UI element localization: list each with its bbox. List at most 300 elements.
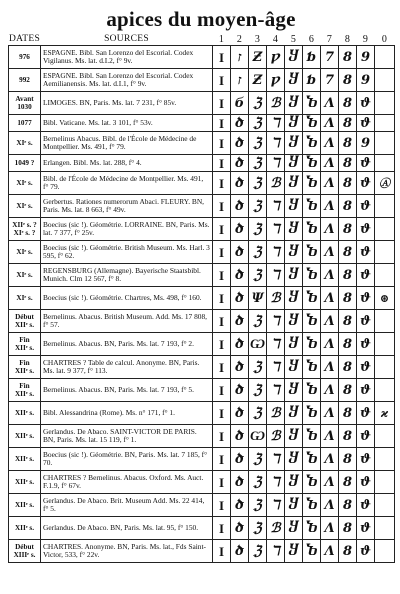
row-source: Gerbertus. Rationes numerorum Abaci. FLEURY. BN, Paris. Ms. lat. 8 663, f° 49v. — [41, 195, 213, 218]
apex-glyph — [375, 92, 395, 115]
apex-glyph: Λ — [321, 218, 339, 241]
apex-glyph: I — [213, 155, 231, 172]
apex-glyph: Ⴘ — [285, 195, 303, 218]
apex-glyph: 9 — [357, 46, 375, 69]
apex-glyph: ծ — [231, 241, 249, 264]
apex-glyph: Ⴘ — [285, 379, 303, 402]
apex-glyph: Λ — [321, 172, 339, 195]
apex-glyph: 8 — [339, 132, 357, 155]
apex-glyph: ℸ — [267, 241, 285, 264]
apex-glyph: I — [213, 195, 231, 218]
apex-glyph: ϑ — [357, 517, 375, 540]
apex-glyph: ℨ — [249, 264, 267, 287]
header-digit: 8 — [344, 34, 351, 45]
apex-glyph: ℨ — [249, 356, 267, 379]
row-date: XIᵉ s. — [9, 264, 41, 287]
header-digit: 0 — [381, 34, 388, 45]
apex-glyph: ℸ — [267, 356, 285, 379]
table-row — [9, 287, 395, 310]
row-date: XIᵉ s. — [9, 172, 41, 195]
apex-glyph: ծ — [231, 287, 249, 310]
table-row — [9, 356, 395, 379]
apex-glyph: Ⴘ — [285, 471, 303, 494]
apex-glyph — [375, 448, 395, 471]
apex-glyph: ℸ — [267, 115, 285, 132]
apex-glyph: Ⴆ — [303, 517, 321, 540]
apex-glyph: ℨ — [249, 540, 267, 563]
apex-glyph: Λ — [321, 517, 339, 540]
header-digit: 5 — [290, 34, 297, 45]
table-row — [9, 195, 395, 218]
apex-glyph: 8 — [339, 69, 357, 92]
apex-glyph: ծ — [231, 172, 249, 195]
apex-glyph: Ⴆ — [303, 379, 321, 402]
row-date: XIIᵉ s. — [9, 494, 41, 517]
table-row — [9, 333, 395, 356]
row-date: XIᵉ s. — [9, 241, 41, 264]
apex-glyph: ℨ — [249, 195, 267, 218]
table-row — [9, 517, 395, 540]
header-digit: 2 — [236, 34, 243, 45]
table-row — [9, 402, 395, 425]
apex-glyph: ℨ — [249, 402, 267, 425]
apex-glyph: ծ — [231, 379, 249, 402]
apex-glyph: Ⴆ — [303, 115, 321, 132]
apex-glyph: Λ — [321, 155, 339, 172]
apex-glyph: Ⴘ — [285, 92, 303, 115]
apex-glyph: Ѡ — [249, 425, 267, 448]
apex-glyph: ծ — [231, 448, 249, 471]
apex-glyph: ծ — [231, 540, 249, 563]
apex-glyph: Ⴘ — [285, 333, 303, 356]
row-date: Début XIIIᵉ s. — [9, 540, 41, 563]
apex-glyph: Ⴆ — [303, 494, 321, 517]
apex-glyph: Λ — [321, 310, 339, 333]
apex-glyph: I — [213, 425, 231, 448]
apex-glyph: ℬ — [267, 425, 285, 448]
apex-glyph: I — [213, 115, 231, 132]
apex-glyph: ϑ — [357, 425, 375, 448]
apex-glyph — [375, 69, 395, 92]
apex-glyph: Λ — [321, 425, 339, 448]
apex-glyph: ℨ — [249, 241, 267, 264]
apex-glyph: ℨ — [249, 448, 267, 471]
table-body — [9, 46, 395, 563]
row-source: Boecius (sic !). Géométrie. British Museum. Ms. Harl. 3 595, f° 62. — [41, 241, 213, 264]
apex-glyph: Ⴘ — [285, 155, 303, 172]
apex-glyph: Ⴆ — [303, 241, 321, 264]
apex-glyph: 7 — [321, 69, 339, 92]
apex-glyph: Ⴆ — [303, 172, 321, 195]
apex-glyph: ז — [231, 69, 249, 92]
table-row — [9, 310, 395, 333]
row-source: Bernelinus. Abacus. BN, Paris. Ms. lat. 7 193, f° 5. — [41, 379, 213, 402]
apex-glyph: 8 — [339, 333, 357, 356]
apex-glyph: Ⴆ — [303, 132, 321, 155]
apex-glyph: 8 — [339, 287, 357, 310]
apex-glyph: Λ — [321, 92, 339, 115]
apex-glyph: I — [213, 540, 231, 563]
apex-glyph: Λ — [321, 287, 339, 310]
apex-glyph: ծ — [231, 264, 249, 287]
apex-glyph: Ⴘ — [285, 517, 303, 540]
apex-glyph: 8 — [339, 92, 357, 115]
apex-glyph: ℨ — [249, 115, 267, 132]
apex-glyph: ϑ — [357, 115, 375, 132]
apex-glyph: ծ — [231, 494, 249, 517]
row-date: Fin XIIᵉ s. — [9, 333, 41, 356]
apex-glyph: 8 — [339, 402, 357, 425]
apex-glyph: ƅ — [303, 69, 321, 92]
apex-glyph — [375, 471, 395, 494]
apex-glyph: I — [213, 356, 231, 379]
apex-glyph: Λ — [321, 115, 339, 132]
apex-glyph: ϰ — [375, 402, 395, 425]
apex-glyph: ϑ — [357, 310, 375, 333]
apex-glyph: 8 — [339, 155, 357, 172]
apex-glyph: I — [213, 471, 231, 494]
row-source: CHARTRES ? Bernelinus. Abacus. Oxford. Ms. Auct. F.1.9, f° 67v. — [41, 471, 213, 494]
apex-glyph: 9 — [357, 69, 375, 92]
apex-glyph — [375, 517, 395, 540]
apex-glyph: ϑ — [357, 379, 375, 402]
apex-glyph: Ⴆ — [303, 425, 321, 448]
apex-glyph: ℨ — [249, 218, 267, 241]
apex-glyph — [375, 333, 395, 356]
apex-glyph: Ⴆ — [303, 92, 321, 115]
table-row — [9, 132, 395, 155]
apex-glyph: ℸ — [267, 448, 285, 471]
apex-glyph: ℨ — [249, 172, 267, 195]
apex-glyph: Λ — [321, 379, 339, 402]
apex-glyph: I — [213, 333, 231, 356]
apex-glyph: ϑ — [357, 402, 375, 425]
table-row — [9, 46, 395, 69]
row-source: Bibl. Vaticane. Ms. lat. 3 101, f° 53v. — [41, 115, 213, 132]
apex-glyph: ϑ — [357, 356, 375, 379]
row-source: Bibl. de l'École de Médecine de Montpellier. Ms. 491, f° 79. — [41, 172, 213, 195]
apex-glyph: Λ — [321, 402, 339, 425]
apex-glyph: Ⴘ — [285, 46, 303, 69]
apex-glyph: 8 — [339, 425, 357, 448]
apex-glyph: Ⴆ — [303, 471, 321, 494]
header-digit: 7 — [326, 34, 333, 45]
row-source: Boecius (sic !). Géométrie. LORRAINE. BN, Paris. Ms. lat. 7 377, f° 25v. — [41, 218, 213, 241]
apex-glyph: Ⴆ — [303, 218, 321, 241]
row-source: Bernelinus. Abacus. British Museum. Add. Ms. 17 808, f° 57. — [41, 310, 213, 333]
apex-glyph: 8 — [339, 218, 357, 241]
apex-glyph — [375, 310, 395, 333]
apices-table — [8, 34, 395, 563]
row-source: CHARTRES. Anonyme. BN, Paris. Ms. lat., Fds Saint-Victor, 533, f° 22v. — [41, 540, 213, 563]
row-source: Bernelinus Abacus. Bibl. de l'École de Médecine de Montpellier. Ms. 491, f° 79. — [41, 132, 213, 155]
apex-glyph — [375, 379, 395, 402]
apex-glyph: ז — [231, 46, 249, 69]
apex-glyph: ϑ — [357, 264, 375, 287]
apex-glyph: Ѡ — [249, 333, 267, 356]
row-date: XIIᵉ s. — [9, 448, 41, 471]
apex-glyph: ℸ — [267, 264, 285, 287]
apex-glyph: Λ — [321, 132, 339, 155]
row-source: Gerlandus. De Abaco. Brit. Museum Add. Ms. 22 414, f° 5. — [41, 494, 213, 517]
table-row — [9, 494, 395, 517]
apex-glyph: I — [213, 92, 231, 115]
apex-glyph: ծ — [231, 356, 249, 379]
row-source: Gerlandus. De Abaco. BN, Paris. Ms. lat. 95, f° 150. — [41, 517, 213, 540]
apex-glyph: Λ — [321, 494, 339, 517]
apex-glyph: Λ — [321, 264, 339, 287]
apex-glyph: ƿ — [267, 46, 285, 69]
apex-glyph: Ⴘ — [285, 287, 303, 310]
apex-glyph: Λ — [321, 195, 339, 218]
row-date: XIᵉ s. — [9, 195, 41, 218]
apex-glyph: ℬ — [267, 402, 285, 425]
apex-glyph: I — [213, 264, 231, 287]
row-date: 976 — [9, 46, 41, 69]
apex-glyph: ℸ — [267, 132, 285, 155]
apex-glyph: ℬ — [267, 172, 285, 195]
apex-glyph: I — [213, 517, 231, 540]
row-date: Fin XIIᵉ s. — [9, 379, 41, 402]
apex-glyph: ϑ — [357, 287, 375, 310]
row-source: Boecius (sic !). Géométrie. Chartres, Ms. 498, f° 160. — [41, 287, 213, 310]
row-date: 992 — [9, 69, 41, 92]
apex-glyph: ℸ — [267, 494, 285, 517]
apex-glyph: ℸ — [267, 218, 285, 241]
apex-glyph: ℨ — [249, 517, 267, 540]
apex-glyph: ℨ — [249, 310, 267, 333]
apex-glyph: 8 — [339, 115, 357, 132]
row-date: Fin XIIᵉ s. — [9, 356, 41, 379]
apex-glyph: 8 — [339, 540, 357, 563]
apex-glyph: Ⴘ — [285, 448, 303, 471]
row-date: 1049 ? — [9, 155, 41, 172]
apex-glyph — [375, 46, 395, 69]
apex-glyph: ծ — [231, 517, 249, 540]
apex-glyph: ծ — [231, 115, 249, 132]
apex-glyph: ℬ — [267, 517, 285, 540]
table-row — [9, 471, 395, 494]
apex-glyph: 8 — [339, 471, 357, 494]
apex-glyph: Ƶ — [249, 46, 267, 69]
apex-glyph — [375, 494, 395, 517]
apex-glyph: ℨ — [249, 132, 267, 155]
apex-glyph: ℸ — [267, 471, 285, 494]
table-row — [9, 218, 395, 241]
apex-glyph: Ⴆ — [303, 264, 321, 287]
row-date: XIᵉ s. — [9, 287, 41, 310]
apex-glyph: Ⴆ — [303, 540, 321, 563]
apex-glyph: Ⴆ — [303, 333, 321, 356]
apex-glyph: Ⴘ — [285, 132, 303, 155]
header-digit: 4 — [272, 34, 279, 45]
apex-glyph: I — [213, 46, 231, 69]
apex-glyph: I — [213, 402, 231, 425]
row-source: Boecius (sic !). Géométrie. BN, Paris. Ms. lat. 7 185, f° 70. — [41, 448, 213, 471]
apex-glyph: ℸ — [267, 333, 285, 356]
apex-glyph: ℨ — [249, 379, 267, 402]
header-digit: 1 — [218, 34, 225, 45]
apex-glyph: Ⓐ — [375, 172, 395, 195]
apex-glyph: ℸ — [267, 195, 285, 218]
apex-glyph: ℬ — [267, 92, 285, 115]
table-row — [9, 540, 395, 563]
apex-glyph: ƅ — [303, 46, 321, 69]
apex-glyph: Λ — [321, 333, 339, 356]
apex-glyph: Ƶ — [249, 69, 267, 92]
apex-glyph: б — [231, 92, 249, 115]
row-source: CHARTRES ? Table de calcul. Anonyme. BN, Paris. Ms. lat. 9 377, f° 113. — [41, 356, 213, 379]
apex-glyph: Ⴆ — [303, 155, 321, 172]
apex-glyph: Ⴘ — [285, 425, 303, 448]
row-source: LIMOGES. BN, Paris. Ms. lat. 7 231, f° 85v. — [41, 92, 213, 115]
apex-glyph: Ⴘ — [285, 241, 303, 264]
header-row — [9, 34, 395, 46]
apex-glyph: I — [213, 494, 231, 517]
apex-glyph: Ⴘ — [285, 540, 303, 563]
row-date: XIIᵉ s. — [9, 425, 41, 448]
apex-glyph: Λ — [321, 356, 339, 379]
apex-glyph: Λ — [321, 241, 339, 264]
apex-glyph: ծ — [231, 333, 249, 356]
apex-glyph: I — [213, 172, 231, 195]
apex-glyph — [375, 155, 395, 172]
apex-glyph: Ⴘ — [285, 115, 303, 132]
apex-glyph: Λ — [321, 448, 339, 471]
page-title: apices du moyen-âge — [106, 7, 296, 31]
row-date: XIᵉ s. — [9, 132, 41, 155]
apex-glyph — [375, 241, 395, 264]
header-digit: 9 — [362, 34, 369, 45]
apex-glyph: Ⴆ — [303, 287, 321, 310]
apex-glyph — [375, 218, 395, 241]
document-page — [8, 4, 394, 563]
apex-glyph — [375, 195, 395, 218]
apex-glyph — [375, 540, 395, 563]
row-date: 1077 — [9, 115, 41, 132]
apex-glyph: Ψ — [249, 287, 267, 310]
row-source: Erlangen. Bibl. Ms. lat. 288, f° 4. — [41, 155, 213, 172]
apex-glyph: ϑ — [357, 195, 375, 218]
apex-glyph — [375, 425, 395, 448]
table-row — [9, 172, 395, 195]
table-header — [9, 34, 395, 46]
apex-glyph: ϑ — [357, 218, 375, 241]
apex-glyph — [375, 115, 395, 132]
apex-glyph: ծ — [231, 425, 249, 448]
apex-glyph — [375, 356, 395, 379]
apex-glyph: ℸ — [267, 155, 285, 172]
apex-glyph: Λ — [321, 471, 339, 494]
apex-glyph: I — [213, 287, 231, 310]
apex-glyph — [375, 264, 395, 287]
apex-glyph: 8 — [339, 448, 357, 471]
apex-glyph: 9 — [357, 132, 375, 155]
apex-glyph: I — [213, 241, 231, 264]
apex-glyph: ծ — [231, 310, 249, 333]
apex-glyph: Ⴘ — [285, 402, 303, 425]
table-row — [9, 241, 395, 264]
row-date: Début XIIᵉ s. — [9, 310, 41, 333]
apex-glyph: Λ — [321, 540, 339, 563]
apex-glyph: ℨ — [249, 155, 267, 172]
apex-glyph: ծ — [231, 471, 249, 494]
apex-glyph: Ⴆ — [303, 356, 321, 379]
apex-glyph: 8 — [339, 356, 357, 379]
apex-glyph: 8 — [339, 46, 357, 69]
apex-glyph: 8 — [339, 379, 357, 402]
apex-glyph: 8 — [339, 241, 357, 264]
header-dates: DATES — [8, 34, 41, 44]
table-row — [9, 155, 395, 172]
row-source: Gerlandus. De Abaco. SAINT-VICTOR DE PARIS. BN, Paris. Ms. lat. 15 119, f° 1. — [41, 425, 213, 448]
apex-glyph: 7 — [321, 46, 339, 69]
apex-glyph: 8 — [339, 195, 357, 218]
apex-glyph: ℨ — [249, 471, 267, 494]
apex-glyph: 8 — [339, 264, 357, 287]
apex-glyph: ծ — [231, 132, 249, 155]
apex-glyph: ϑ — [357, 333, 375, 356]
apex-glyph: Ⴆ — [303, 402, 321, 425]
apex-glyph: I — [213, 310, 231, 333]
apex-glyph: Ⴆ — [303, 310, 321, 333]
apex-glyph: Ⴘ — [285, 494, 303, 517]
row-date: Avant 1030 — [9, 92, 41, 115]
apex-glyph: 8 — [339, 310, 357, 333]
apex-glyph: ℨ — [249, 494, 267, 517]
apex-glyph: ϑ — [357, 494, 375, 517]
apex-glyph: ϑ — [357, 471, 375, 494]
apex-glyph: ℬ — [267, 287, 285, 310]
apex-glyph: ϑ — [357, 448, 375, 471]
apex-glyph: ℨ — [249, 92, 267, 115]
apex-glyph: ծ — [231, 402, 249, 425]
header-digit: 6 — [308, 34, 315, 45]
row-source: ESPAGNE. Bibl. San Lorenzo del Escorial. Codex Aemilianensis. Ms. lat. d.I.1, f° 9v. — [41, 69, 213, 92]
apex-glyph: ℸ — [267, 540, 285, 563]
apex-glyph: I — [213, 218, 231, 241]
table-row — [9, 92, 395, 115]
apex-glyph: ƿ — [267, 69, 285, 92]
apex-glyph: ծ — [231, 155, 249, 172]
apex-glyph: ծ — [231, 218, 249, 241]
row-date: XIIᵉ s. ? XIᵉ s. ? — [9, 218, 41, 241]
apex-glyph: Ⴘ — [285, 264, 303, 287]
row-date: XIIᵉ s. — [9, 517, 41, 540]
header-sources: SOURCES — [104, 34, 149, 44]
apex-glyph: 8 — [339, 494, 357, 517]
table-row — [9, 264, 395, 287]
apex-glyph: I — [213, 132, 231, 155]
row-date: XIIᵉ s. — [9, 471, 41, 494]
apex-glyph: I — [213, 379, 231, 402]
row-source: Bibl. Alessandrina (Rome). Ms. n° 171, f° 1. — [41, 402, 213, 425]
table-row — [9, 115, 395, 132]
apex-glyph: I — [213, 69, 231, 92]
apex-glyph: ℸ — [267, 310, 285, 333]
apex-glyph — [375, 132, 395, 155]
table-row — [9, 69, 395, 92]
row-date: XIIᵉ s. — [9, 402, 41, 425]
apex-glyph: Ⴆ — [303, 448, 321, 471]
apex-glyph: ℸ — [267, 379, 285, 402]
table-row — [9, 379, 395, 402]
apex-glyph: Ⴘ — [285, 172, 303, 195]
apex-glyph: ϑ — [357, 172, 375, 195]
apex-glyph: ծ — [231, 195, 249, 218]
row-source: ESPAGNE. Bibl. San Lorenzo del Escorial. Codex Vigilanus. Ms. lat. d.I.2, f° 9v. — [41, 46, 213, 69]
apex-glyph: ϑ — [357, 155, 375, 172]
